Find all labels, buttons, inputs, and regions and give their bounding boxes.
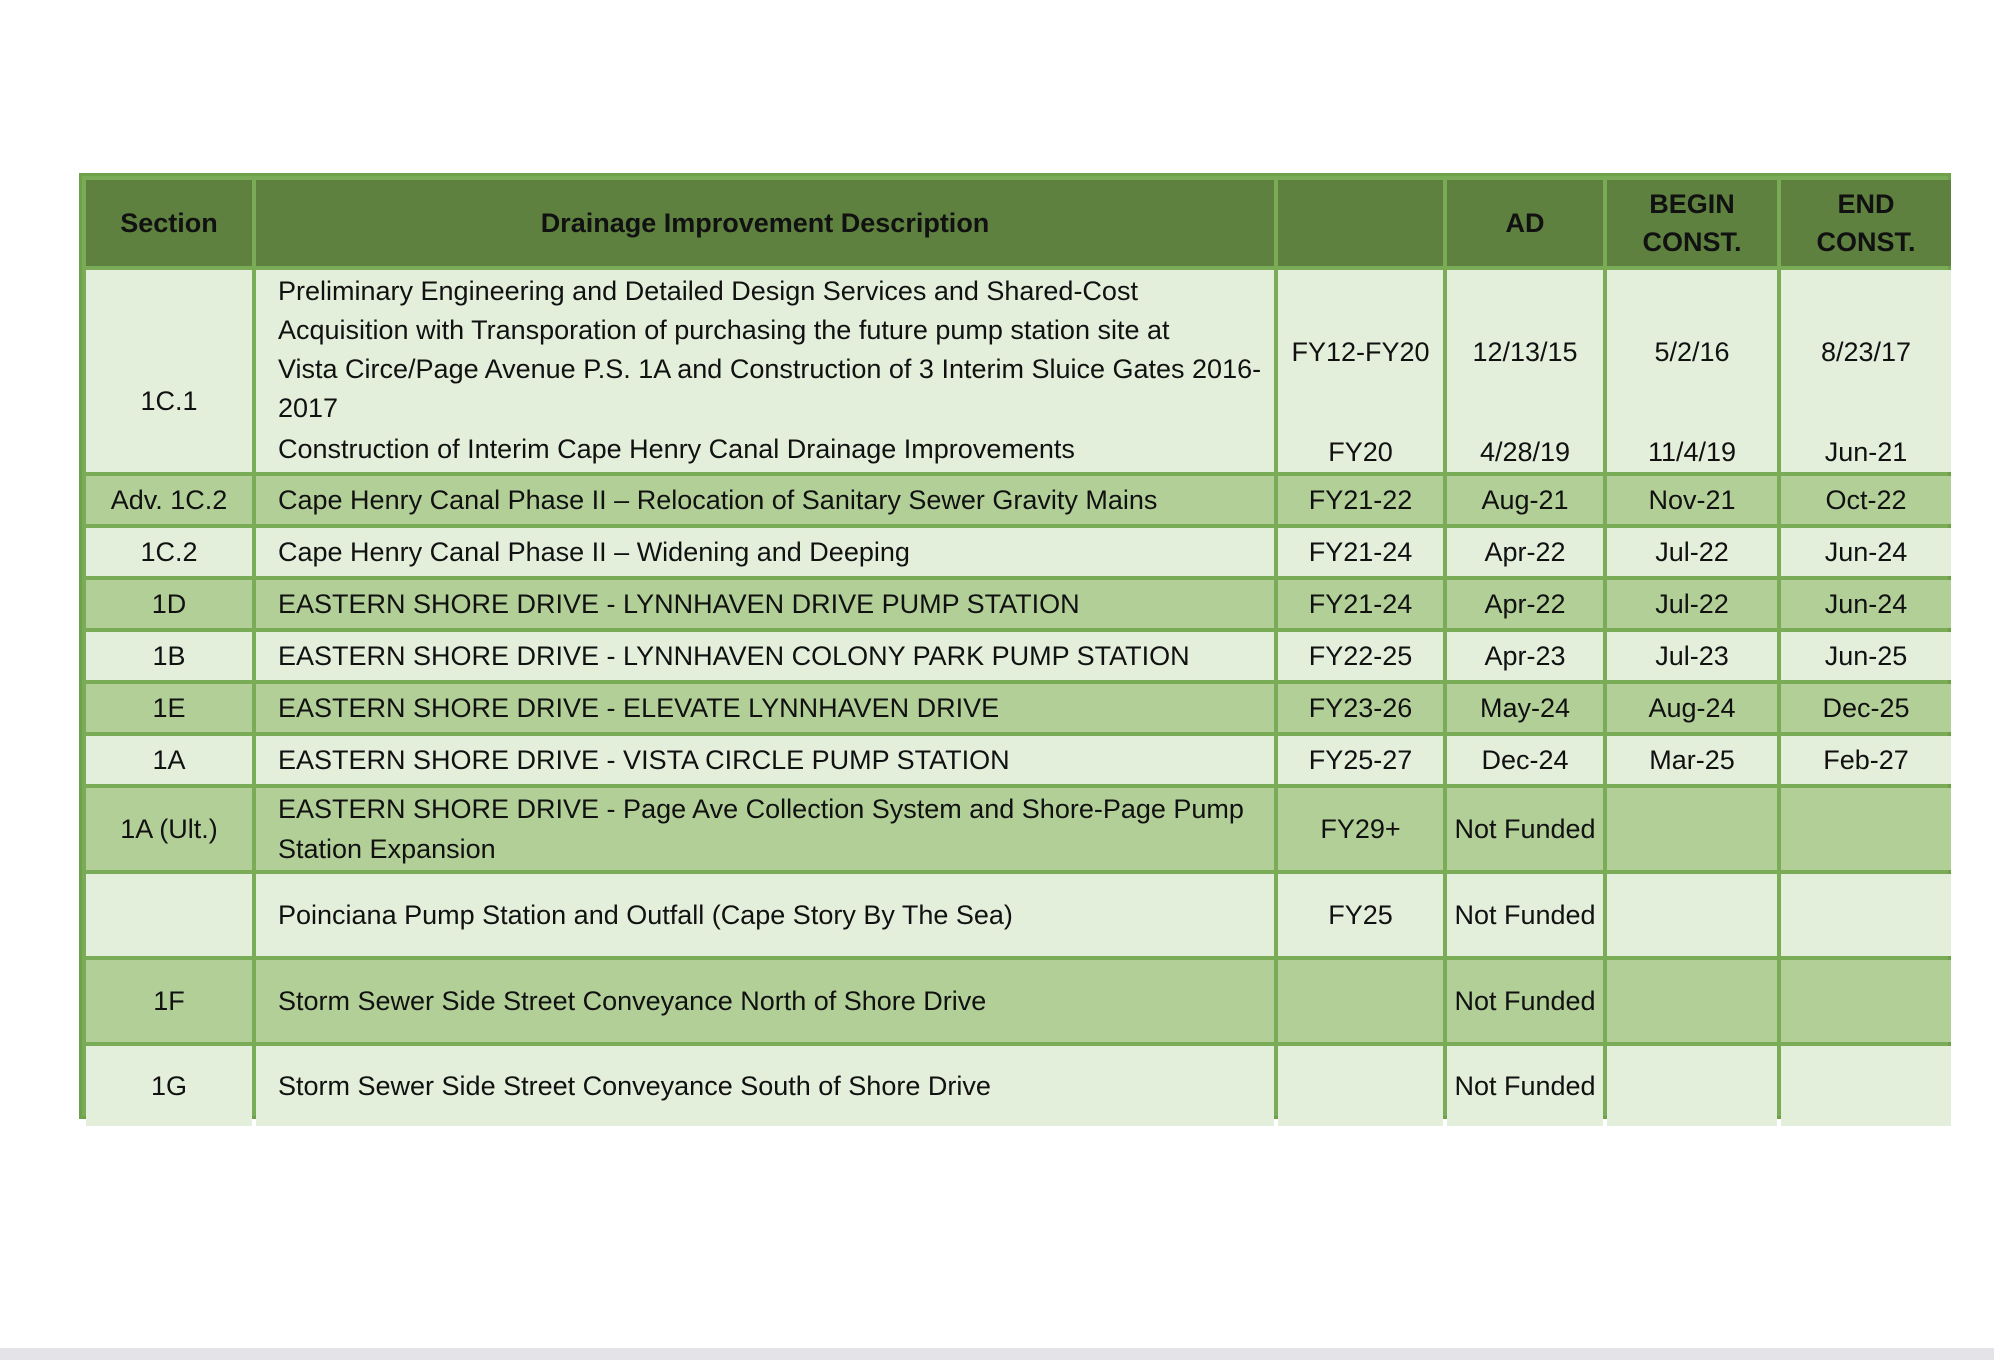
header-begin-line2: CONST. — [1642, 227, 1742, 257]
table-row — [86, 736, 1951, 784]
cell-description: EASTERN SHORE DRIVE - Page Ave Collection System and Shore-Page Pump Station Expansion — [256, 788, 1274, 870]
cell-fiscal-year — [1278, 1046, 1443, 1126]
cell-begin-const — [1607, 1046, 1777, 1126]
header-description: Drainage Improvement Description — [256, 180, 1274, 266]
header-begin-const — [1607, 180, 1777, 266]
cell-section: 1D — [86, 580, 252, 628]
cell-fiscal-year — [1278, 270, 1443, 472]
cell-end-const: Jun-24 — [1781, 528, 1951, 576]
cell-end-const — [1781, 788, 1951, 870]
drainage-schedule-table — [79, 173, 1951, 1119]
cell-begin-const: Aug-24 — [1607, 684, 1777, 732]
cell-fiscal-year: FY29+ — [1278, 788, 1443, 870]
table-row-1c1 — [86, 270, 1951, 472]
cell-begin-const: Jul-22 — [1607, 528, 1777, 576]
cell-begin-const — [1607, 788, 1777, 870]
cell-ad: Not Funded — [1447, 874, 1603, 956]
fy-line: FY20 — [1328, 437, 1393, 467]
cell-ad: Not Funded — [1447, 788, 1603, 870]
cell-ad: Apr-23 — [1447, 632, 1603, 680]
table-row — [86, 528, 1951, 576]
cell-ad: Apr-22 — [1447, 528, 1603, 576]
table-row — [86, 874, 1951, 956]
cell-description: Cape Henry Canal Phase II – Relocation of Sanitary Sewer Gravity Mains — [256, 476, 1274, 524]
table-row — [86, 1046, 1951, 1126]
cell-description: Cape Henry Canal Phase II – Widening and Deeping — [256, 528, 1274, 576]
table-row — [86, 960, 1951, 1042]
end-line: Jun-21 — [1824, 437, 1908, 467]
cell-section: 1F — [86, 960, 252, 1042]
cell-description: Storm Sewer Side Street Conveyance South of Shore Drive — [256, 1046, 1274, 1126]
cell-section: 1A (Ult.) — [86, 788, 252, 870]
cell-description: EASTERN SHORE DRIVE - LYNNHAVEN COLONY PARK PUMP STATION — [256, 632, 1274, 680]
cell-ad — [1447, 270, 1603, 472]
cell-ad: Dec-24 — [1447, 736, 1603, 784]
begin-line: 5/2/16 — [1654, 337, 1730, 367]
table-row — [86, 684, 1951, 732]
table-row — [86, 580, 1951, 628]
cell-ad: Not Funded — [1447, 960, 1603, 1042]
begin-line: 11/4/19 — [1647, 437, 1737, 467]
cell-begin-const: Mar-25 — [1607, 736, 1777, 784]
header-section: Section — [86, 180, 252, 266]
header-ad: AD — [1447, 180, 1603, 266]
fy-line: FY12-FY20 — [1291, 337, 1430, 367]
header-end-const — [1781, 180, 1951, 266]
cell-section: 1C.1 — [86, 270, 252, 472]
cell-end-const: Jun-25 — [1781, 632, 1951, 680]
desc-line: Preliminary Engineering and Detailed Design Services and Shared-Cost — [278, 276, 1138, 306]
cell-fiscal-year: FY25 — [1278, 874, 1443, 956]
table-row — [86, 788, 1951, 870]
cell-begin-const: Nov-21 — [1607, 476, 1777, 524]
cell-end-const — [1781, 270, 1951, 472]
desc-line: Vista Circe/Page Avenue P.S. 1A and Construction of 3 Interim Sluice Gates 2016- — [278, 354, 1262, 384]
cell-begin-const — [1607, 960, 1777, 1042]
cell-end-const: Feb-27 — [1781, 736, 1951, 784]
cell-ad: Not Funded — [1447, 1046, 1603, 1126]
cell-ad: Apr-22 — [1447, 580, 1603, 628]
cell-description: Storm Sewer Side Street Conveyance North of Shore Drive — [256, 960, 1274, 1042]
header-fiscal-year — [1278, 180, 1443, 266]
cell-ad: May-24 — [1447, 684, 1603, 732]
ad-line: 4/28/19 — [1479, 437, 1571, 467]
cell-section — [86, 874, 252, 956]
cell-section: 1C.2 — [86, 528, 252, 576]
header-end-line2: CONST. — [1816, 227, 1916, 257]
cell-section: Adv. 1C.2 — [86, 476, 252, 524]
cell-end-const — [1781, 1046, 1951, 1126]
cell-section: 1G — [86, 1046, 252, 1126]
cell-fiscal-year — [1278, 960, 1443, 1042]
header-begin-line1: BEGIN — [1649, 189, 1735, 219]
cell-begin-const: Jul-22 — [1607, 580, 1777, 628]
cell-begin-const — [1607, 874, 1777, 956]
cell-end-const: Oct-22 — [1781, 476, 1951, 524]
cell-section: 1B — [86, 632, 252, 680]
cell-description: EASTERN SHORE DRIVE - ELEVATE LYNNHAVEN DRIVE — [256, 684, 1274, 732]
cell-end-const: Dec-25 — [1781, 684, 1951, 732]
header-row — [86, 180, 1951, 266]
table-grid — [82, 176, 1955, 1130]
cell-fiscal-year: FY21-24 — [1278, 580, 1443, 628]
cell-description: Poinciana Pump Station and Outfall (Cape Story By The Sea) — [256, 874, 1274, 956]
cell-end-const — [1781, 874, 1951, 956]
cell-end-const: Jun-24 — [1781, 580, 1951, 628]
header-end-line1: END — [1837, 189, 1895, 219]
cell-begin-const: Jul-23 — [1607, 632, 1777, 680]
cell-fiscal-year: FY22-25 — [1278, 632, 1443, 680]
desc-line: 2017 — [278, 393, 339, 423]
table-row — [86, 632, 1951, 680]
cell-fiscal-year: FY25-27 — [1278, 736, 1443, 784]
cell-description — [256, 270, 1274, 472]
end-line: 8/23/17 — [1820, 337, 1912, 367]
bottom-scrollbar-strip — [0, 1348, 1994, 1360]
cell-fiscal-year: FY23-26 — [1278, 684, 1443, 732]
cell-description: EASTERN SHORE DRIVE - LYNNHAVEN DRIVE PUMP STATION — [256, 580, 1274, 628]
cell-fiscal-year: FY21-24 — [1278, 528, 1443, 576]
desc-line: Construction of Interim Cape Henry Canal Drainage Improvements — [278, 434, 1075, 464]
cell-end-const — [1781, 960, 1951, 1042]
cell-fiscal-year: FY21-22 — [1278, 476, 1443, 524]
cell-description: EASTERN SHORE DRIVE - VISTA CIRCLE PUMP STATION — [256, 736, 1274, 784]
cell-ad: Aug-21 — [1447, 476, 1603, 524]
ad-line: 12/13/15 — [1472, 337, 1578, 367]
desc-line: Acquisition with Transporation of purchasing the future pump station site at — [278, 315, 1170, 345]
cell-section: 1A — [86, 736, 252, 784]
table-row — [86, 476, 1951, 524]
cell-section: 1E — [86, 684, 252, 732]
cell-begin-const — [1607, 270, 1777, 472]
